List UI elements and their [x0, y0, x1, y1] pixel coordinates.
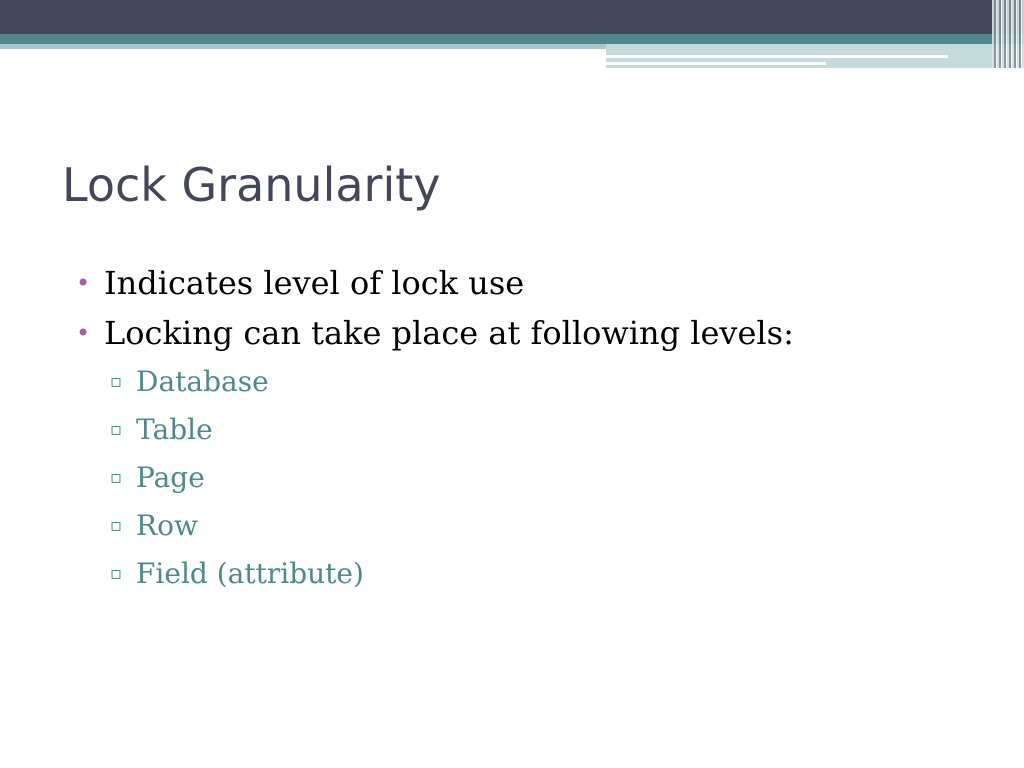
header-decor-line — [606, 55, 948, 58]
header-teal-band — [0, 34, 1024, 44]
sub-bullet-square-icon: ▫ — [110, 563, 123, 584]
bullet-text: Locking can take place at following levels: — [104, 314, 794, 352]
sub-bullet-square-icon: ▫ — [110, 515, 123, 536]
slide-title: Lock Granularity — [62, 158, 441, 212]
header-light-band — [0, 44, 606, 49]
sub-bullet-item — [76, 454, 976, 502]
bullet-item — [76, 308, 976, 358]
header-stripes-decoration — [992, 0, 1024, 68]
header-decor-line — [606, 62, 826, 65]
slide-body — [76, 258, 976, 598]
sub-bullet-square-icon: ▫ — [110, 467, 123, 488]
sub-bullet-text: Row — [136, 509, 198, 542]
sub-bullet-text: Table — [136, 413, 213, 446]
bullet-dot-icon: • — [76, 319, 91, 347]
bullet-item — [76, 258, 976, 308]
sub-bullet-text: Page — [136, 461, 205, 494]
bullet-text: Indicates level of lock use — [104, 264, 525, 302]
sub-bullet-item — [76, 502, 976, 550]
sub-bullet-square-icon: ▫ — [110, 419, 123, 440]
sub-bullet-text: Field (attribute) — [136, 557, 364, 590]
bullet-dot-icon: • — [76, 269, 91, 297]
sub-bullet-text: Database — [136, 365, 269, 398]
sub-bullet-item — [76, 358, 976, 406]
sub-bullet-item — [76, 406, 976, 454]
sub-bullet-square-icon: ▫ — [110, 371, 123, 392]
sub-bullet-item — [76, 550, 976, 598]
header-dark-band — [0, 0, 1024, 34]
